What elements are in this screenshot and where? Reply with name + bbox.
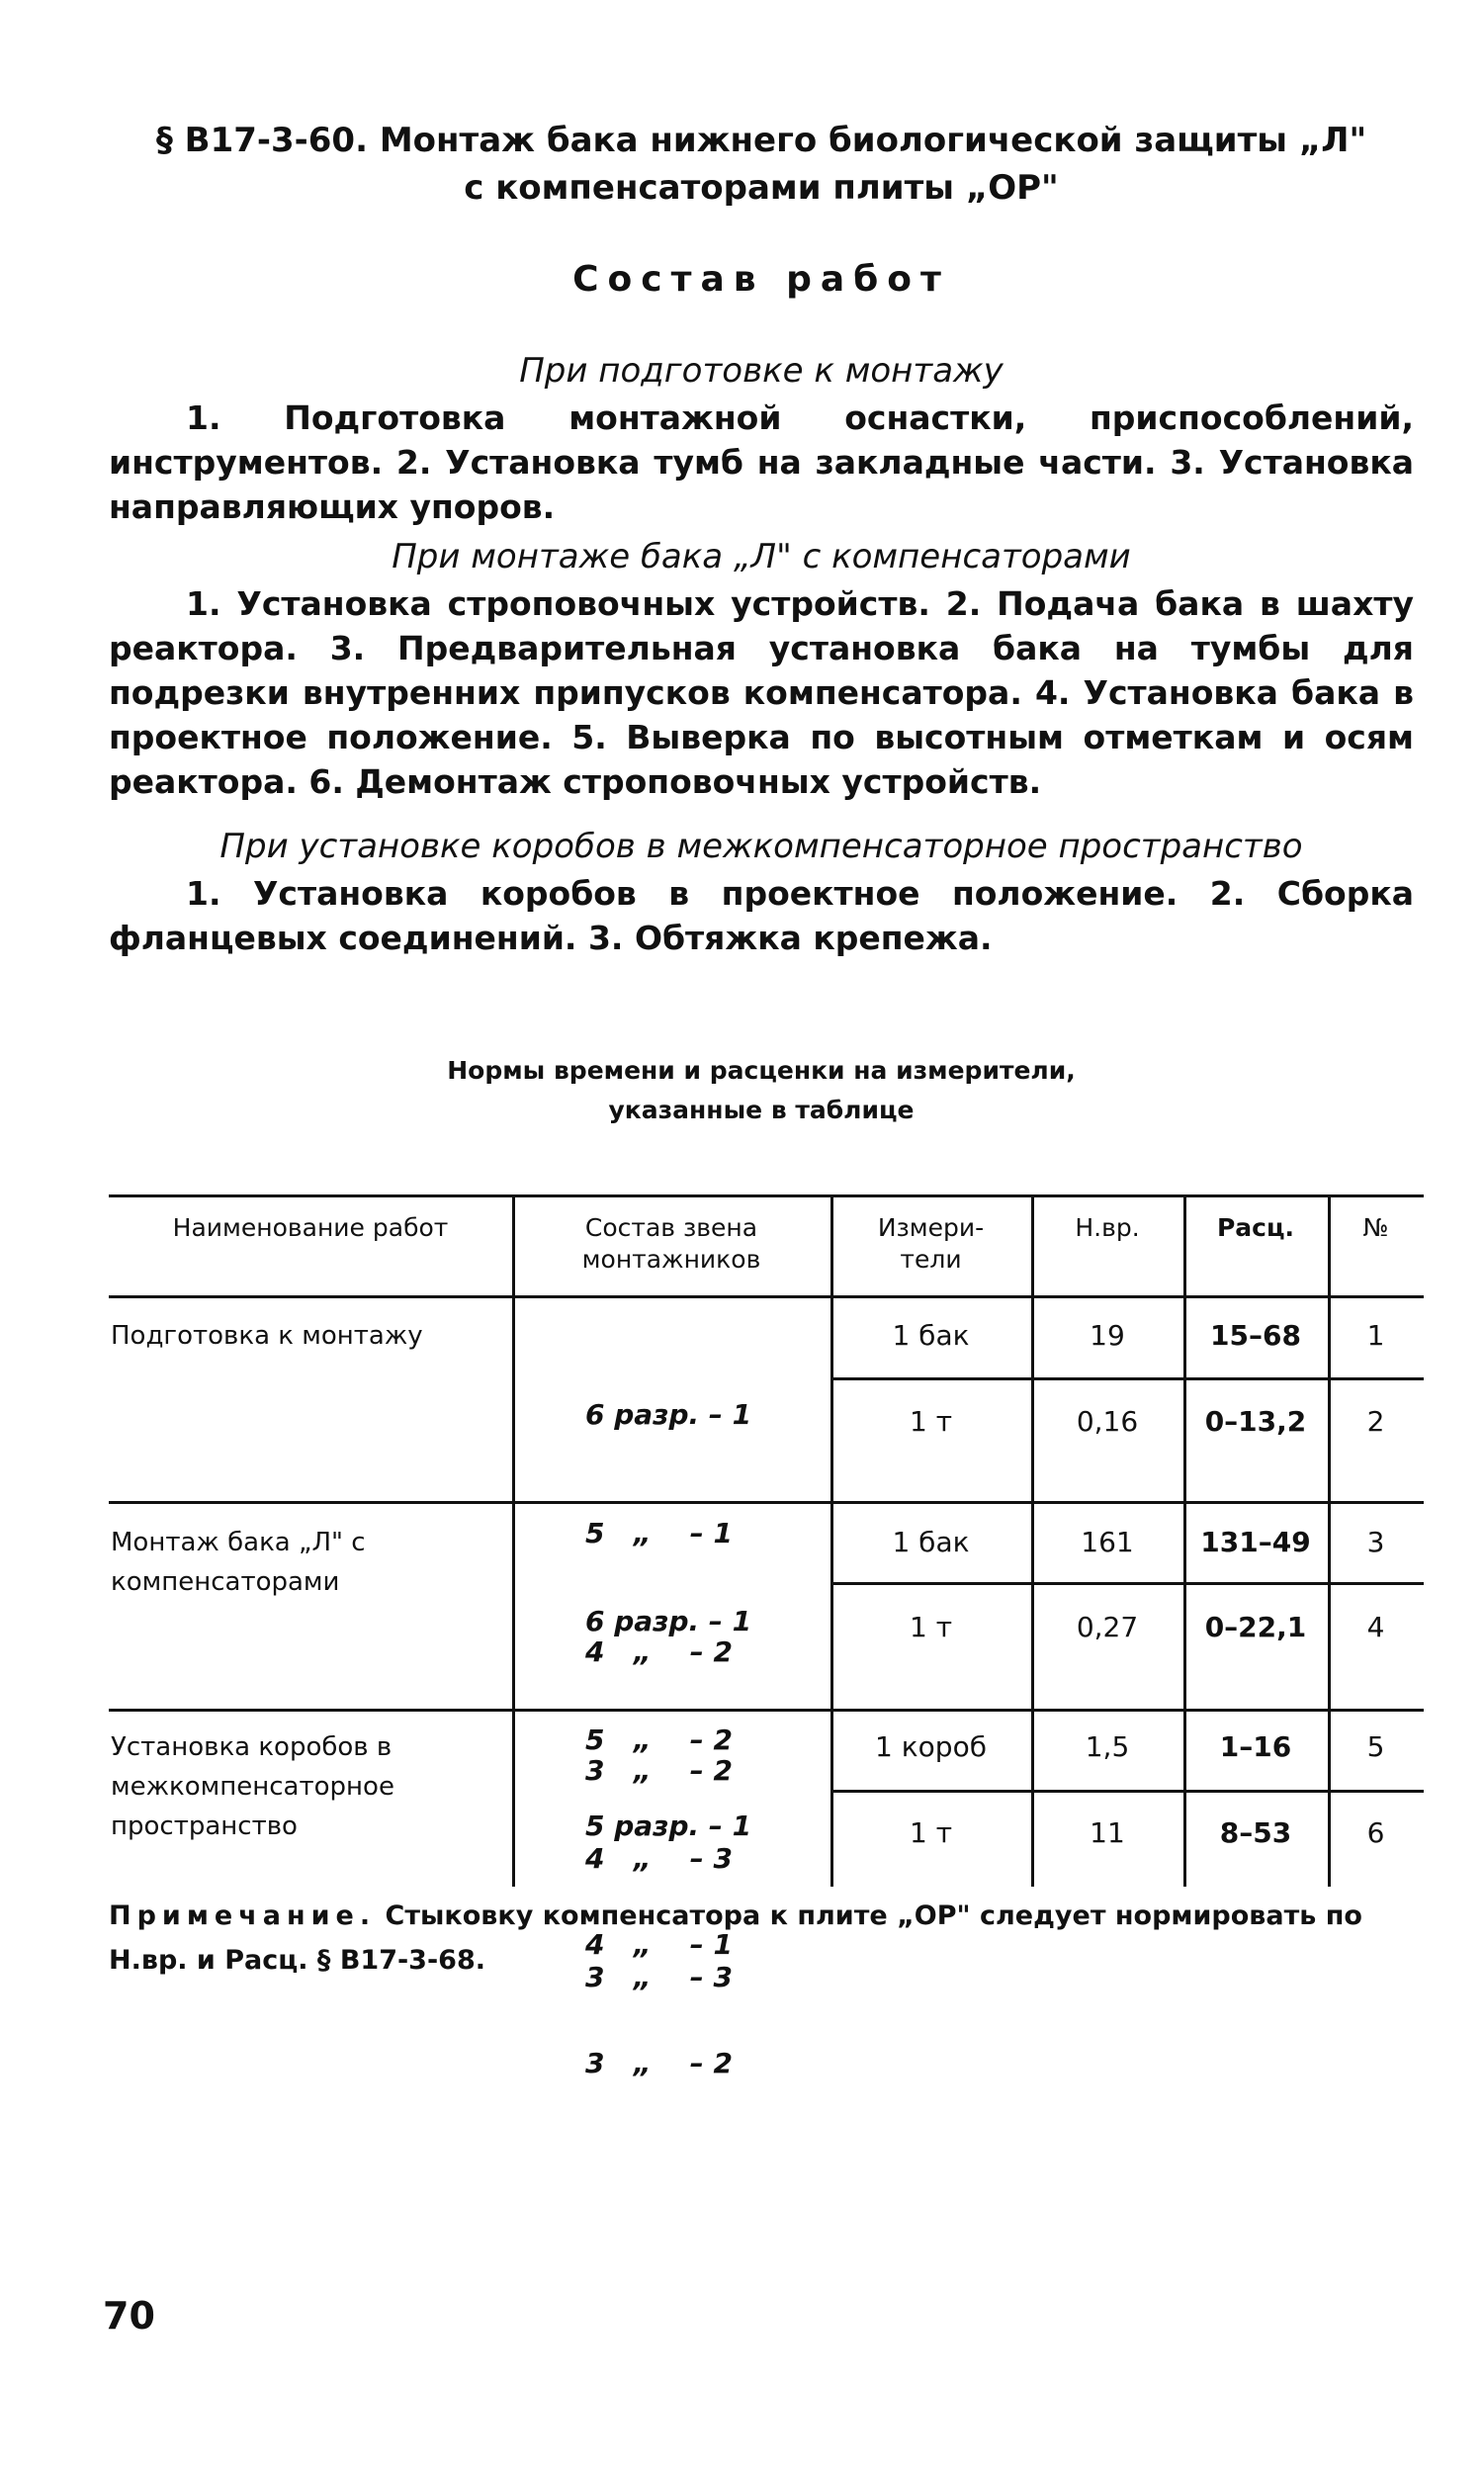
crew-line: 4 „ – 3 <box>585 1842 733 1875</box>
work-name-line: компенсаторами <box>111 1567 340 1597</box>
crew-line: 6 разр. – 1 <box>585 1398 752 1431</box>
norm-cell: 161 <box>1081 1526 1134 1558</box>
norm-cell: 0,27 <box>1076 1611 1139 1643</box>
header-rate: Расц. <box>1216 1213 1295 1242</box>
header-unit-line1: Измери- <box>877 1213 985 1242</box>
unit-cell: 1 т <box>909 1405 953 1438</box>
num-cell: 3 <box>1366 1526 1385 1558</box>
rate-cell: 131–49 <box>1200 1526 1311 1558</box>
table-caption-line2: указанные в таблице <box>608 1096 915 1124</box>
paragraph-boxes: 1. Установка коробов в проектное положение. 2. Сборка фланцевых соединений. 3. Обтяжка крепежа. <box>109 874 1414 957</box>
header-norm: Н.вр. <box>1075 1213 1140 1242</box>
unit-cell: 1 короб <box>875 1730 987 1763</box>
rate-cell: 0–13,2 <box>1204 1405 1307 1438</box>
works-heading: Состав работ <box>572 259 950 300</box>
rate-cell: 15–68 <box>1210 1319 1301 1352</box>
num-cell: 6 <box>1366 1816 1385 1849</box>
row-divider-2 <box>830 1582 1424 1585</box>
num-cell: 1 <box>1366 1319 1385 1352</box>
norm-cell: 1,5 <box>1085 1730 1130 1763</box>
section-title-line2: с компенсаторами плиты „ОР" <box>464 168 1059 208</box>
unit-cell: 1 бак <box>892 1526 970 1558</box>
crew-line: 5 разр. – 1 <box>585 1810 752 1842</box>
crew-line: 6 разр. – 1 <box>585 1605 752 1637</box>
row-divider-3 <box>830 1790 1424 1793</box>
header-unit <box>830 1212 1031 1276</box>
unit-cell: 1 т <box>909 1611 953 1643</box>
header-bottom-rule <box>109 1295 1424 1298</box>
section-title <box>109 117 1414 212</box>
section-title-line1: § В17-3-60. Монтаж бака нижнего биологической защиты „Л" <box>155 121 1367 160</box>
note-label: Примечание. <box>109 1900 377 1931</box>
work-name-line: межкомпенсаторное <box>111 1772 394 1802</box>
table-top-rule <box>109 1194 1424 1197</box>
crew-line: 3 „ – 2 <box>585 2047 733 2079</box>
work-name-line: пространство <box>111 1811 298 1841</box>
paragraph-mounting: 1. Установка строповочных устройств. 2. Подача бака в шахту реактора. 3. Предварительная установка бака на тумбы для подрезки внутренних припусков компенсатора. 4. Установка бака в проектное положение. 5. Выверка по высотным отметкам и осям реактора. 6. Демонтаж строповочных устройств. <box>109 584 1414 801</box>
header-name: Наименование работ <box>172 1213 449 1242</box>
work-name-1 <box>111 1316 506 1356</box>
table-caption <box>109 1051 1414 1130</box>
group-divider-1 <box>109 1501 1424 1504</box>
header-crew-line1: Состав звена <box>584 1213 758 1242</box>
column-rule-1 <box>512 1194 515 1887</box>
crew-line: 3 „ – 3 <box>585 1961 733 1993</box>
header-num: № <box>1362 1213 1389 1242</box>
unit-cell: 1 бак <box>892 1319 970 1352</box>
subheading-boxes: При установке коробов в межкомпенсаторное пространство <box>219 827 1303 866</box>
work-name-line: Подготовка к монтажу <box>111 1321 423 1351</box>
header-crew <box>512 1212 830 1276</box>
table-caption-line1: Нормы времени и расценки на измерители, <box>447 1056 1076 1085</box>
crew-line: 4 „ – 2 <box>585 1635 733 1668</box>
norm-cell: 0,16 <box>1076 1405 1139 1438</box>
header-unit-line2: тели <box>900 1245 962 1274</box>
page-number: 70 <box>103 2294 155 2338</box>
row-divider-1 <box>830 1377 1424 1380</box>
header-crew-line2: монтажников <box>581 1245 761 1274</box>
crew-line: 3 „ – 2 <box>585 1754 733 1787</box>
subheading-preparation: При подготовке к монтажу <box>519 351 1004 391</box>
rate-cell: 0–22,1 <box>1204 1611 1307 1643</box>
paragraph-preparation: 1. Подготовка монтажной оснастки, приспособлений, инструментов. 2. Установка тумб на закладные части. 3. Установка направляющих упоров. <box>109 398 1414 526</box>
subheading-mounting: При монтаже бака „Л" с компенсаторами <box>392 537 1131 576</box>
num-cell: 4 <box>1366 1611 1385 1643</box>
unit-cell: 1 т <box>909 1816 953 1849</box>
num-cell: 5 <box>1366 1730 1385 1763</box>
group-divider-2 <box>109 1709 1424 1712</box>
work-name-3 <box>111 1727 506 1846</box>
norm-cell: 19 <box>1090 1319 1125 1352</box>
work-name-2 <box>111 1523 506 1602</box>
rate-cell: 1–16 <box>1219 1730 1292 1763</box>
work-name-line: Установка коробов в <box>111 1732 393 1762</box>
crew-line: 4 „ – 1 <box>585 1928 733 1961</box>
rate-cell: 8–53 <box>1219 1816 1292 1849</box>
crew-line: 5 „ – 1 <box>585 1517 733 1549</box>
num-cell: 2 <box>1366 1405 1385 1438</box>
norm-cell: 11 <box>1090 1816 1125 1849</box>
work-name-line: Монтаж бака „Л" с <box>111 1528 366 1557</box>
crew-line: 5 „ – 2 <box>585 1723 733 1756</box>
note-text: Стыковку компенсатора к плите „ОР" следует нормировать по Н.вр. и Расц. § В17-3-68. <box>109 1900 1362 1976</box>
table-note <box>109 1894 1414 1983</box>
